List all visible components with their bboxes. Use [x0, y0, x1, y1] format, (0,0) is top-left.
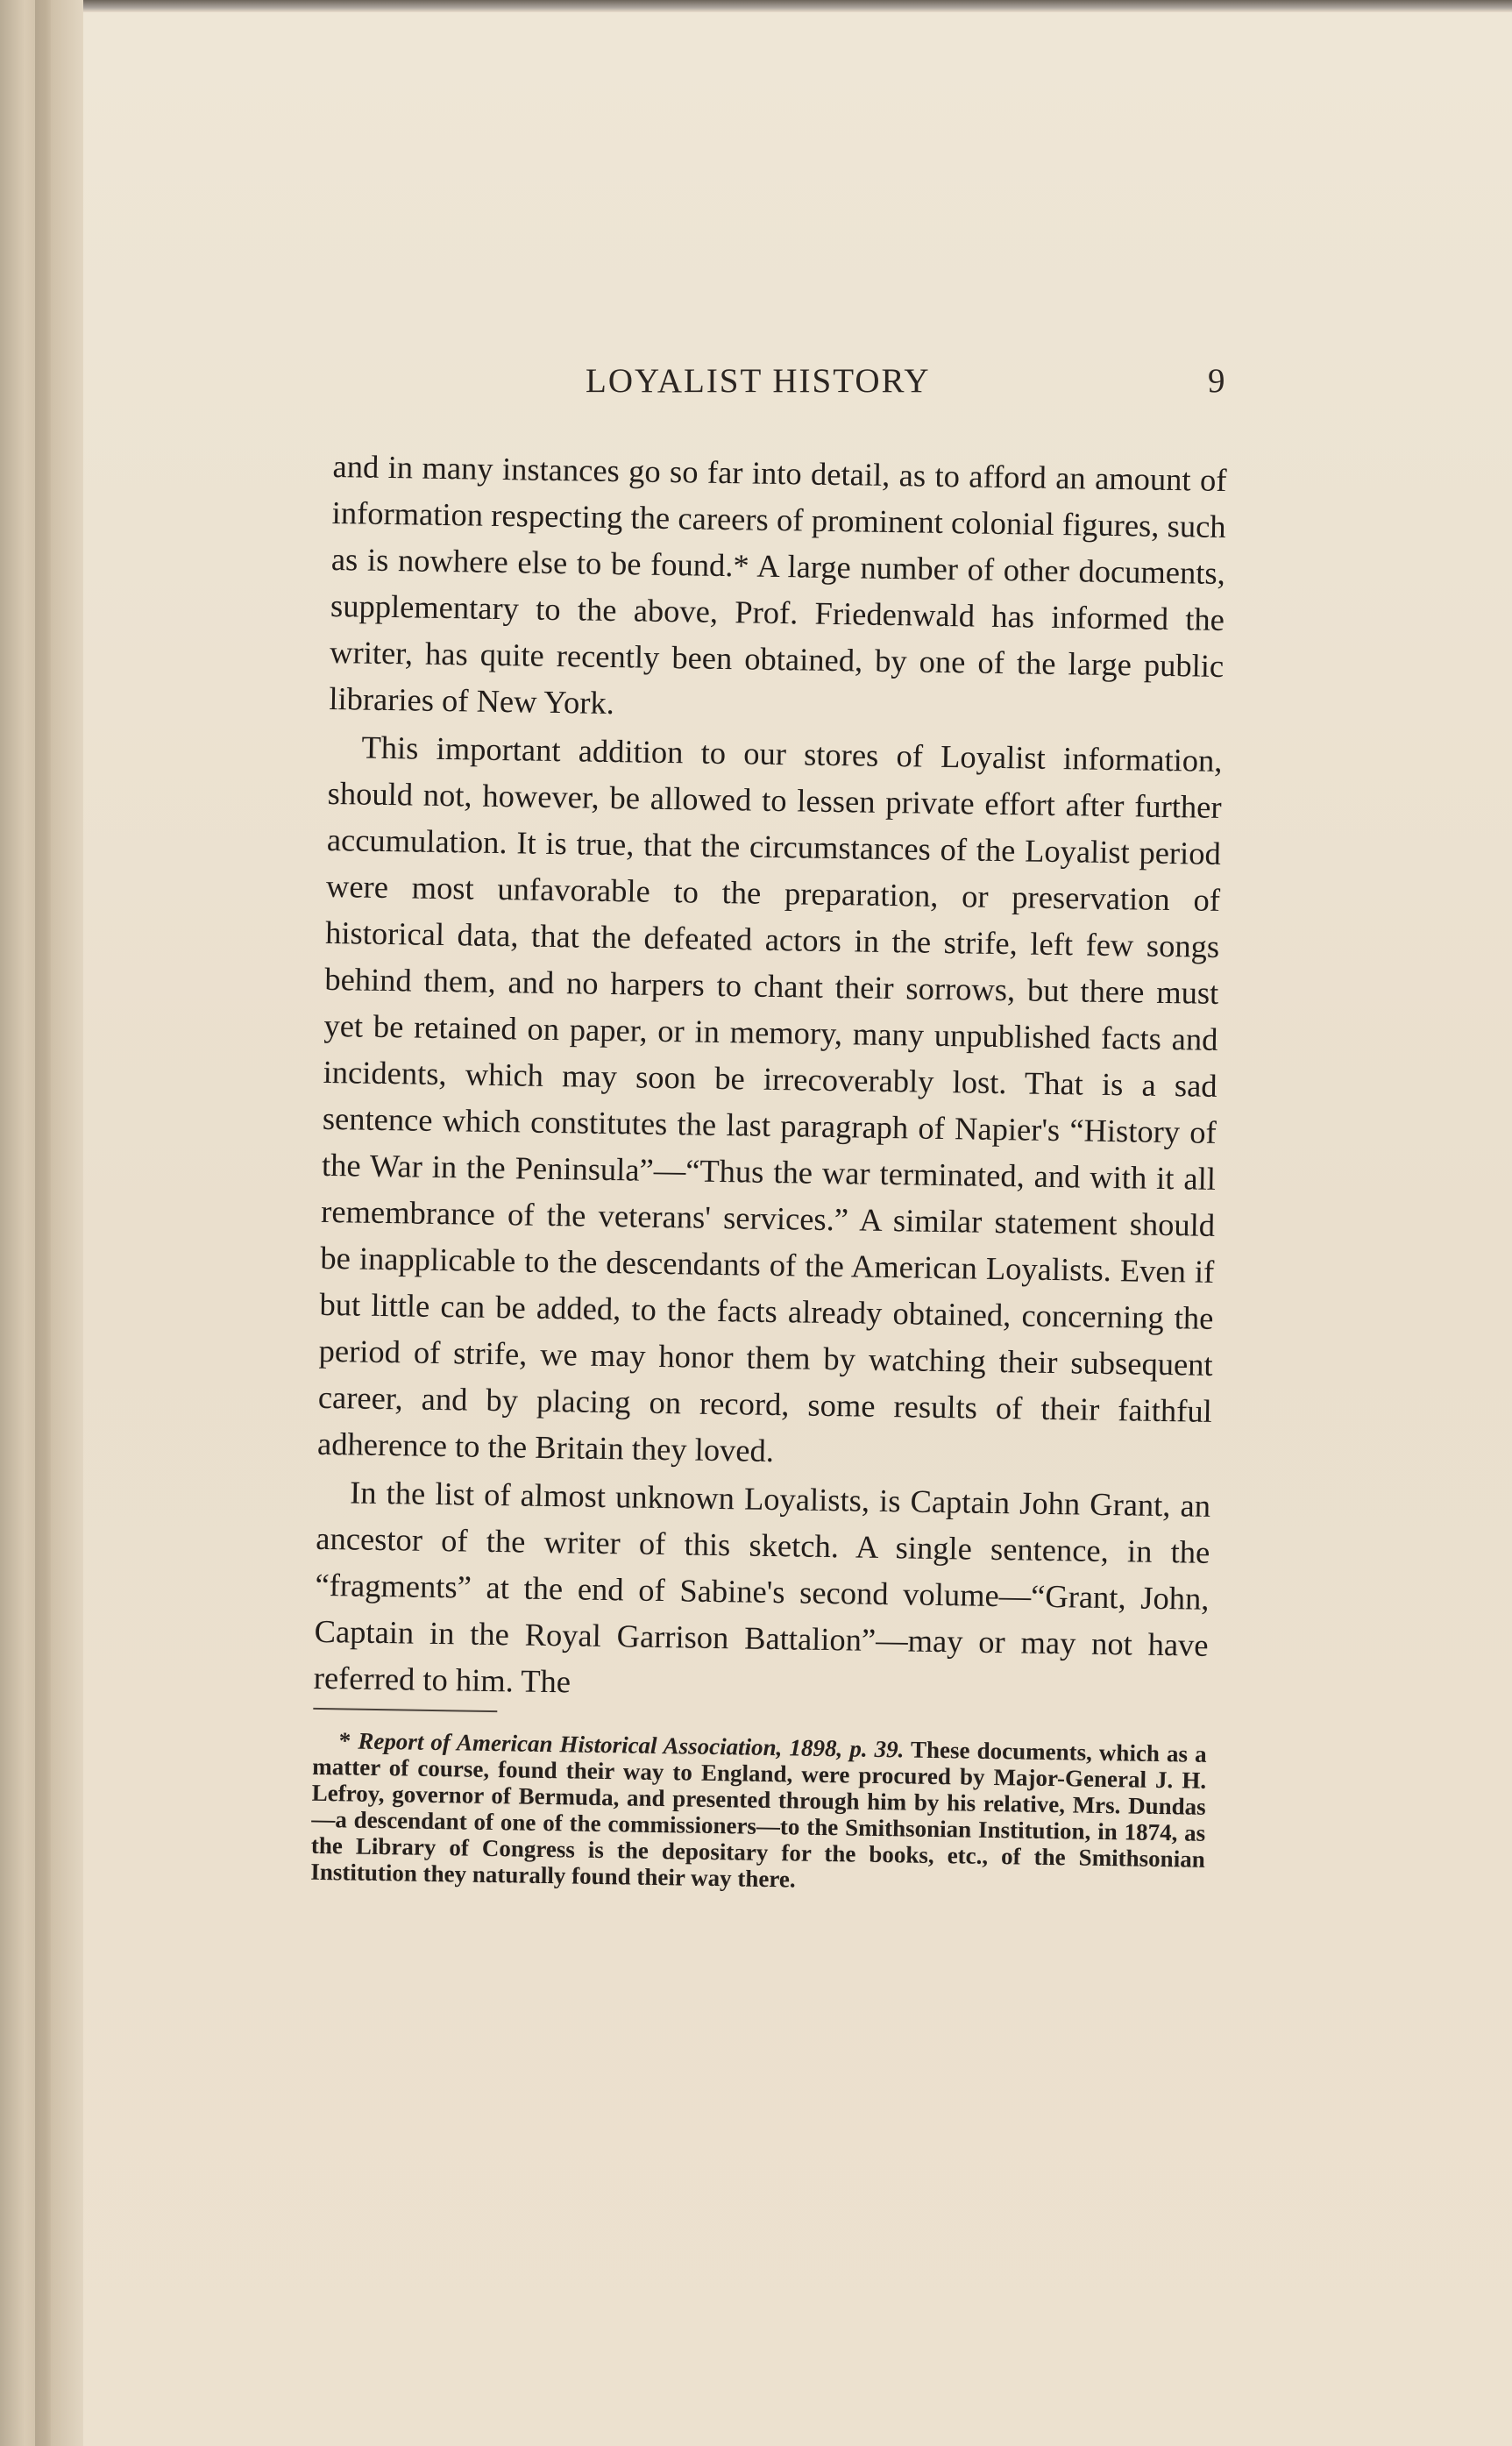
footnote-marker: * [338, 1727, 351, 1754]
page-body [310, 443, 1227, 1899]
paragraph-2: This important addition to our stores of Loyalist information, should not, however, be allowed to lessen private effort after further accumulation. It is true, that the circumstances of the Loyalist period were most unfavorable to the preparation, or preservation of historical data, that the defeated actors in the strife, left few songs behind them, and no harpers to chant their sorrows, but there must yet be retained on paper, or in memory, many unpublished facts and incidents, which may soon be irrecoverably lost. That is a sad sentence which constitutes the last paragraph of Napier's “History of the War in the Peninsula”—“Thus the war terminated, and with it all remembrance of the veterans' services.” A similar statement should be inapplicable to the descendants of the American Loyalists. Even if but little can be added, to the facts already obtained, concerning the period of strife, we may honor them by watching their subsequent career, and by placing on record, some results of their faithful adherence to the Britain they loved. [316, 729, 1223, 1469]
footnote-text: These documents, which as a matter of course, found their way to England, were procured by Major-General J. H. Lefroy, governor of Bermuda, and presented through him by his relative, Mrs. Dundas—a descendant of one of the commissioners—to the Smithsonian Institution, in 1874, as the Library of Congress is the depositary for the books, etc., of the Smithsonian Institution they naturally found their way there. [310, 1736, 1207, 1893]
footnote-rule [313, 1708, 497, 1712]
page-top-edge [83, 0, 1512, 12]
paragraph-3: In the list of almost unknown Loyalists, is Captain John Grant, an ancestor of the writer of this sketch. A single sentence, in the “fragments” at the end of Sabine's second volume—“Grant, John, Captain in the Royal Garrison Battalion”—may or may not have referred to him. The [313, 1474, 1211, 1700]
footnote [310, 1727, 1207, 1899]
binding-shadow [35, 0, 51, 2446]
running-head: LOYALIST HISTORY [586, 362, 931, 400]
footnote-title: Report of American Historical Association, 1898, p. 39. [358, 1727, 905, 1763]
page-number: 9 [1208, 362, 1225, 400]
paragraph-1: and in many instances go so far into detail, as to afford an amount of information respecting the careers of prominent colonial figures, such as is nowhere else to be found.* A large number of other documents, supplementary to the above, Prof. Friedenwald has informed the writer, has quite recently been obtained, by one of the large public libraries of New York. [329, 447, 1227, 722]
